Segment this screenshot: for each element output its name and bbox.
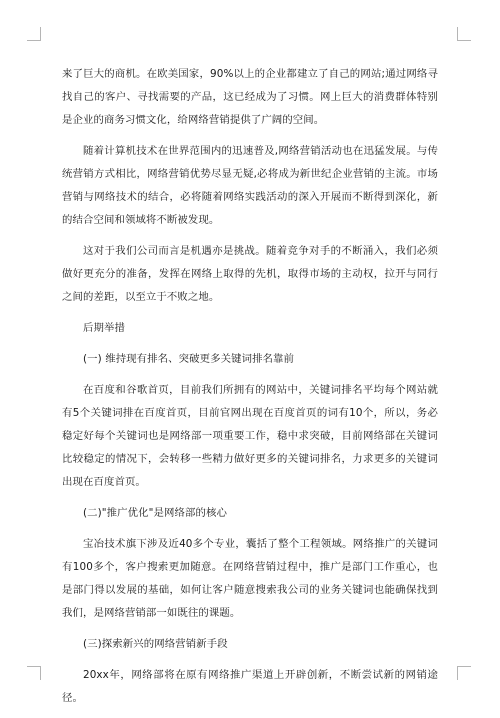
paragraph-network-marketing-trend: 随着计算机技术在世界范围内的迅速普及,网络营销活动也在迅猛发展。与传统营销方式相比，网络营销优势尽显无疑,必将成为新世纪企业营销的主流。市场营销与网络技术的结合，必将随着网络实践活动的深入开展而不断得到深化，新的结合空间和领域将不断被发现。 — [62, 145, 438, 226]
subheading-one: (一) 维持现有排名、突破更多关键词排名靠前 — [83, 353, 295, 365]
crop-mark-top-right — [457, 27, 471, 41]
paragraph-keyword-ranking: 在百度和谷歌首页，目前我们所拥有的网站中，关键词排名平均每个网站就有5个关键词排在百度首页，目前官网出现在百度首页的词有10个，所以，务必稳定好每个关键词也是网络部一项重要工作，稳中求突破，目前网络部在关键词比较稳定的情况下，会转移一些精力做好更多的关键词排名，力求更多的关键词出现在百度首页。 — [62, 384, 438, 488]
subheading-two: (二)"推广优化"是网络部的核心 — [83, 507, 227, 519]
crop-mark-bottom-right — [457, 666, 471, 680]
paragraph-opportunity: 来了巨大的商机。在欧美国家，90%以上的企业都建立了自己的网站;通过网络寻找自己的客户、寻找需要的产品，这已经成为了习惯。网上巨大的消费群体特别是企业的商务习惯文化，给网络营销提供了广阔的空间。 — [62, 68, 438, 126]
paragraph-new-channels: 20xx年，网络部将在原有网络推广渠道上开辟创新，不断尝试新的网销途径。 — [62, 669, 438, 704]
subheading-three: (三)探索新兴的网络营销新手段 — [83, 638, 228, 650]
crop-mark-bottom-left — [27, 666, 41, 680]
crop-mark-top-left — [27, 27, 41, 41]
paragraph-promotion-optimization: 宝冶技术旗下涉及近40多个专业，囊括了整个工程领域。网络推广的关键词有100多个，客户搜索更加随意。在网络营销过程中，推广是部门工作重心，也是部门得以发展的基础，如何让客户随意搜索我公司的业务关键词也能确保找到我们，是网络营销部一如既往的课题。 — [62, 538, 438, 619]
paragraph-challenge: 这对于我们公司而言是机遇亦是挑战。随着竞争对手的不断涌入，我们必须做好更充分的准备，发挥在网络上取得的先机，取得市场的主动权，拉开与同行之间的差距，以至立于不败之地。 — [62, 245, 438, 303]
section-heading-later-measures: 后期举措 — [83, 322, 125, 334]
document-body — [62, 63, 438, 718]
